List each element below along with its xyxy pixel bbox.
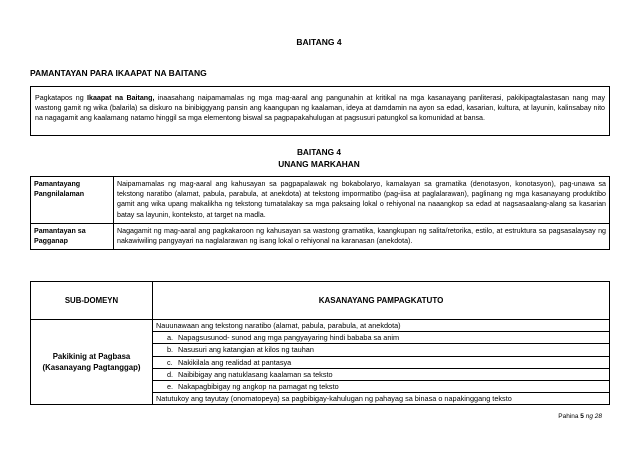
competency-item [153, 332, 610, 344]
grade-standard-box [30, 86, 610, 136]
item-text: Nasusuri ang katangian at kilos ng tauhan [178, 345, 314, 355]
grade-standard-bold: Ikaapat na Baitang, [87, 94, 155, 102]
content-standard-row [31, 177, 610, 224]
content-standard-text: Naipamamalas ng mag-aaral ang kahusayan sa pagpapalawak ng bokabolaryo, kamalayan sa gramatika (denotasyon, konotasyon), pag-unawa sa tekstong naratibo (alamat, pabula, parabula, at anekdota) at tekstong impormatibo (pag-iisa at paglalarawan), paglinang ng mga kasanayang produktibo gamit ang wika upang makalikha ng tekstong tumatalakay sa mga paksaing lokal o rehiyonal na naaangkop sa edad at nagsasaalang-alang sa kasarian batay sa layunin, konteksto, at target na madla. [114, 177, 610, 224]
item-letter: c. [167, 357, 173, 367]
subdomain-cell: Pakikinig at Pagbasa (Kasanayang Pagtanggap) [31, 320, 153, 405]
content-standard-label: Pamantayang Pangnilalaman [31, 177, 114, 224]
item-text: Nakapagbibigay ng angkop na pamagat ng teksto [178, 382, 339, 392]
quarter-heading: UNANG MARKAHAN [278, 159, 360, 169]
page-total: ng 28 [583, 413, 602, 420]
page-word: Pahina [558, 413, 581, 420]
item-letter: a. [167, 333, 174, 343]
competency-main: Nauunawaan ang tekstong naratibo (alamat, pabula, parabula, at anekdota) [153, 320, 610, 332]
quarter-grade-heading: BAITANG 4 [296, 147, 342, 157]
item-text: Napagsusunod- sunod ang mga pangyayaring hindi bababa sa anim [178, 333, 400, 343]
grade-heading: BAITANG 4 [296, 37, 342, 47]
standards-table [30, 176, 610, 250]
competency-item [153, 356, 610, 368]
competency-last: Natutukoy ang tayutay (onomatopeya) sa pagbibigay-kahulugan ng pahayag sa binasa o napakinggang teksto [153, 393, 610, 405]
competency-item [153, 381, 610, 393]
grade-standard-intro: Pagkatapos ng [35, 94, 88, 102]
performance-standard-label: Pamantayan sa Pagganap [31, 223, 114, 249]
competency-item [153, 368, 610, 380]
grade-standard-text: inaasahang naipamamalas ng mga mag-aaral ang pangunahin at kritikal na mga kasanayang panliterasi, pakikipagtalastasan nang may wastong gamit ng wika (balarila) sa diskuro na binibiggyang pansin ang kaangupan ng kaalaman, ideya at damdamin na ayon sa edad, kasarian, kultura, at layunin, kalinsabay nito na nagagamit ang kaalamang natamo hinggil sa mga elementong biswal sa pagpapakahulugan at pagsusuri patungkol sa komunidad at bansa. [35, 94, 605, 123]
item-letter: e. [167, 382, 174, 392]
item-letter: d. [167, 369, 174, 379]
item-text: Naibibigay ang natuklasang kaalaman sa teksto [178, 369, 333, 379]
competency-row [31, 320, 610, 332]
competency-item [153, 344, 610, 356]
performance-standard-row [31, 223, 610, 249]
subdomain-column-header: SUB-DOMEYN [31, 282, 153, 320]
competency-table [30, 281, 610, 405]
section-heading: PAMANTAYAN PARA IKAAPAT NA BAITANG [30, 68, 207, 78]
page-current: 5 [580, 413, 584, 420]
performance-standard-text: Nagagamit ng mag-aaral ang pagkakaroon ng kahusayan sa wastong gramatika, kaangkupan ng salita/retorika, estilo, at estruktura sa pagsasalaysay ng nakawiwiling pangyayari na naglalarawan ng isang lokal o rehiyonal na karanasan (anekdota). [114, 223, 610, 249]
item-text: Nakikilala ang realidad at pantasya [178, 357, 292, 367]
page-number [558, 413, 602, 420]
competency-header-row [31, 282, 610, 320]
competency-column-header: KASANAYANG PAMPAGKATUTO [153, 282, 610, 320]
item-letter: b. [167, 345, 174, 355]
